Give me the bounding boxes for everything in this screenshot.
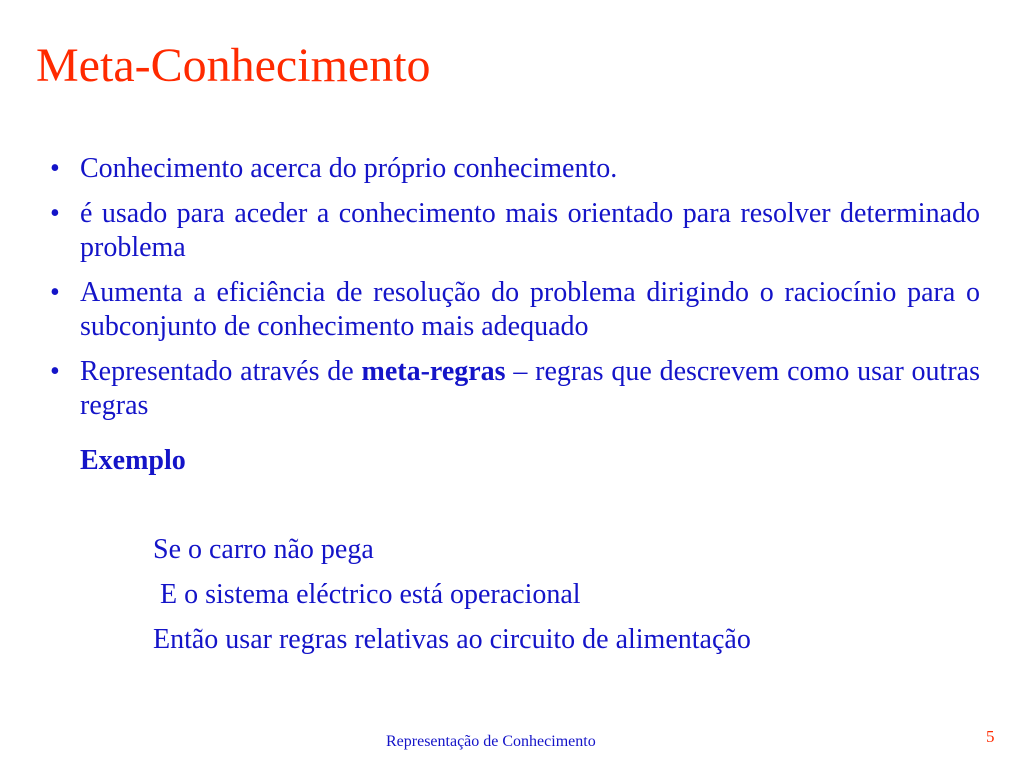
bullet-text-after: – regras que descrevem como usar outras regras [80, 356, 980, 421]
slide-title: Meta-Conhecimento [36, 39, 431, 92]
bullet-dot: • [50, 356, 60, 387]
bullet-item [44, 276, 980, 344]
bullet-text: Conhecimento acerca do próprio conhecimento. [80, 153, 618, 184]
rule-line-action: Então usar regras relativas ao circuito de alimentação [153, 624, 751, 655]
bullet-list [44, 152, 980, 434]
bullet-text [80, 355, 980, 423]
bullet-item [44, 152, 980, 186]
bullet-dot: • [50, 277, 60, 308]
rule-line-condition-1: Se o carro não pega [153, 534, 374, 565]
bullet-item [44, 197, 980, 265]
bullet-text: Aumenta a eficiência de resolução do problema dirigindo o raciocínio para o subconjunto de conhecimento mais adequado [80, 277, 980, 342]
bullet-dot: • [50, 153, 60, 184]
bullet-text: é usado para aceder a conhecimento mais orientado para resolver determinado problema [80, 198, 980, 263]
bullet-text-before: Representado através de [80, 356, 362, 387]
bullet-dot: • [50, 198, 60, 229]
page-number: 5 [986, 727, 995, 746]
example-label: Exemplo [80, 445, 186, 476]
rule-line-condition-2: E o sistema eléctrico está operacional [153, 579, 581, 610]
bullet-item [44, 355, 980, 423]
meta-regras-term: meta-regras [361, 356, 506, 387]
slide-footer: Representação de Conhecimento [386, 733, 596, 750]
